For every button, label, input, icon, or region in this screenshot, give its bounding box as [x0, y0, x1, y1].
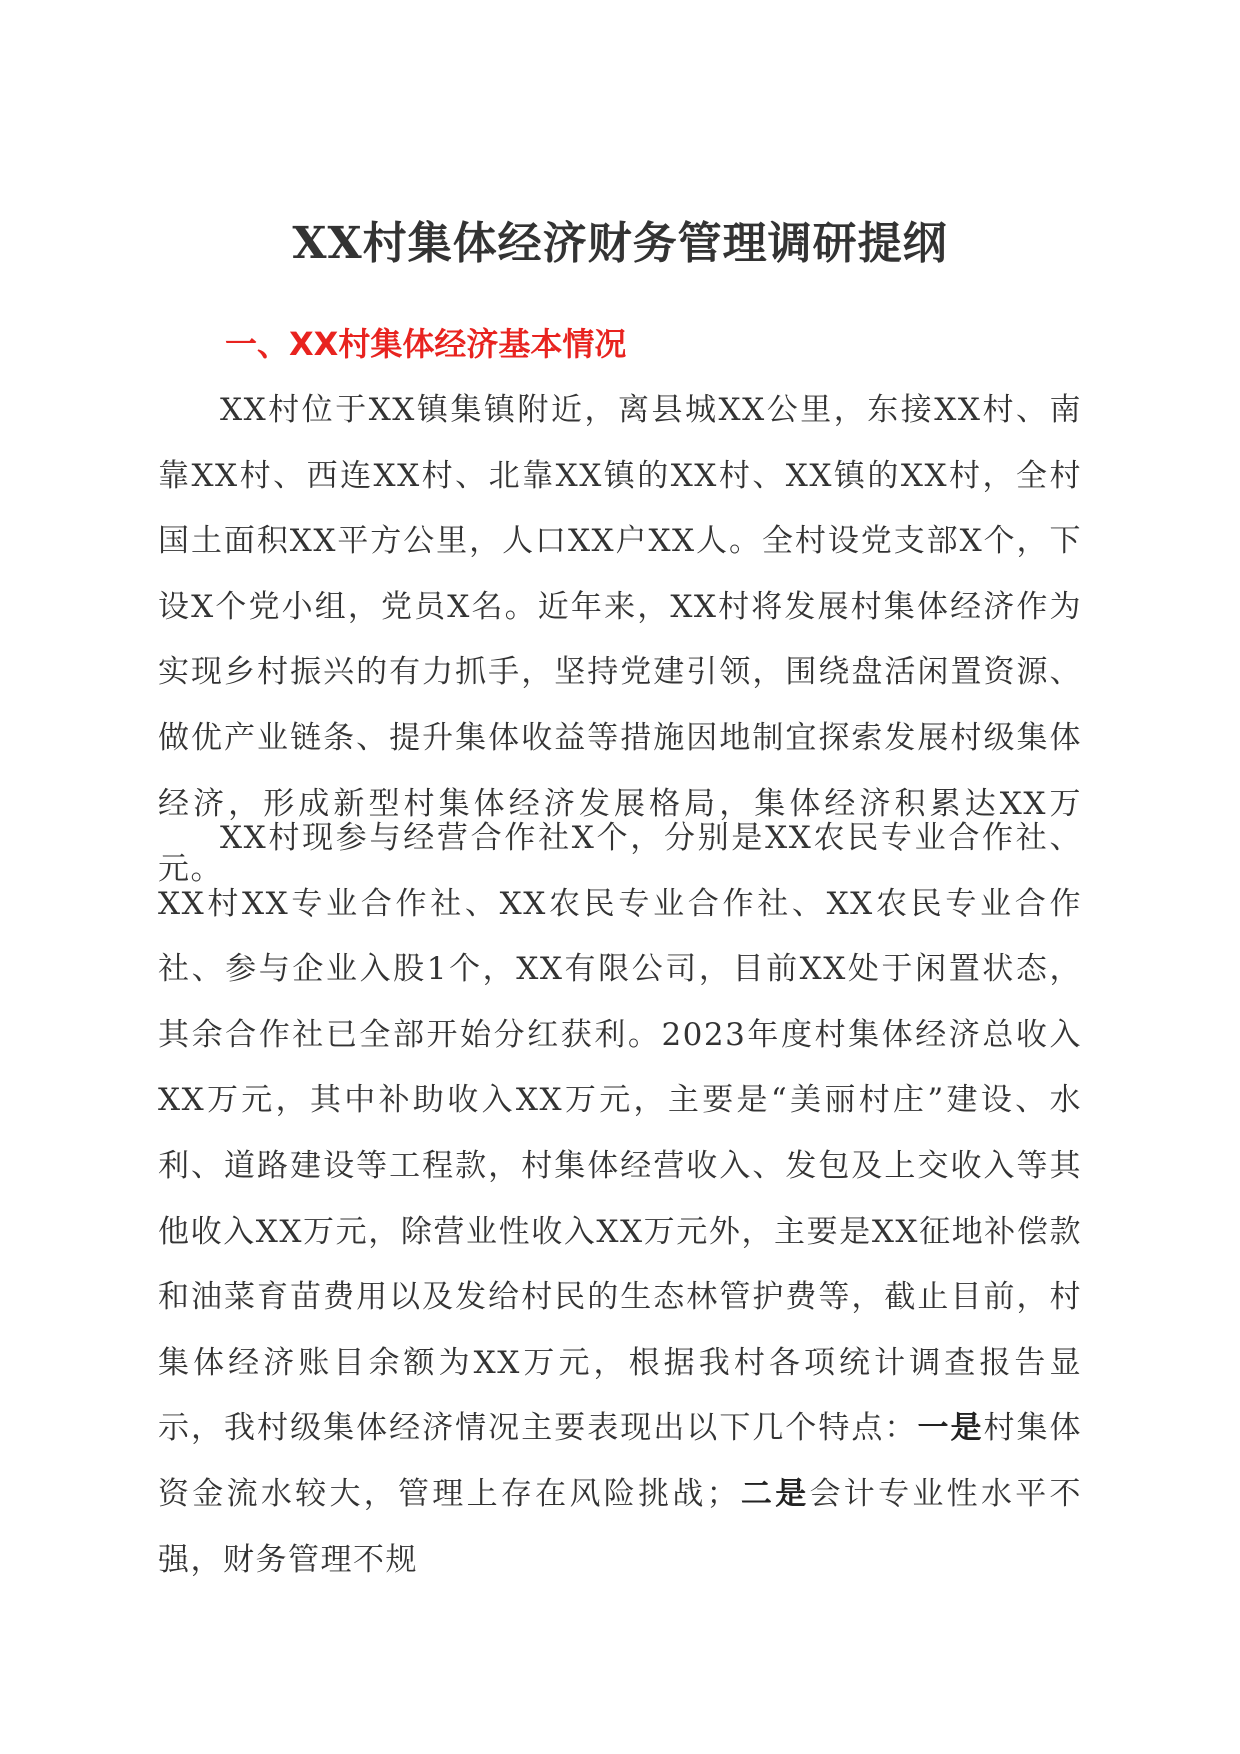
emphasis-first: 一是 [917, 1410, 984, 1447]
body-paragraph-2 [158, 806, 1082, 1593]
section-heading-1: 一、XX村集体经济基本情况 [225, 325, 627, 363]
paragraph-2-text-part-1: XX村现参与经营合作社X个，分别是XX农民专业合作社、XX村XX专业合作社、XX农民专业合作社、XX农民专业合作社、参与企业入股1个，XX有限公司，目前XX处于闲置状态，其余合作社已全部开始分红获利。2023年度村集体经济总收入XX万元，其中补助收入XX万元，主要是“美丽村庄”建设、水利、道路建设等工程款，村集体经营收入、发包及上交收入等其他收入XX万元，除营业性收入XX万元外，主要是XX征地补偿款和油菜育苗费用以及发给村民的生态林管护费等，截止目前，村集体经济账目余额为XX万元，根据我村各项统计调查报告显示，我村级集体经济情况主要表现出以下几个特点： [158, 820, 1082, 1447]
body-paragraph-1: XX村位于XX镇集镇附近，离县城XX公里，东接XX村、南靠XX村、西连XX村、北靠XX镇的XX村、XX镇的XX村，全村国土面积XX平方公里，人口XX户XX人。全村设党支部X个，下设X个党小组，党员X名。近年来，XX村将发展村集体经济作为实现乡村振兴的有力抓手，坚持党建引领，围绕盘活闲置资源、做优产业链条、提升集体收益等措施因地制宜探索发展村级集体经济，形成新型村集体经济发展格局，集体经济积累达XX万元。 [158, 392, 1082, 888]
emphasis-second: 二是 [739, 1475, 810, 1512]
paragraph-2-text-part-2: 村集体资金流水较大，管理上存在风险挑战； [158, 1410, 1083, 1512]
document-title: XX村集体经济财务管理调研提纲 [292, 218, 948, 269]
paragraph-2-text-part-3: 会计专业性水平不强，财务管理不规 [158, 1475, 1083, 1578]
